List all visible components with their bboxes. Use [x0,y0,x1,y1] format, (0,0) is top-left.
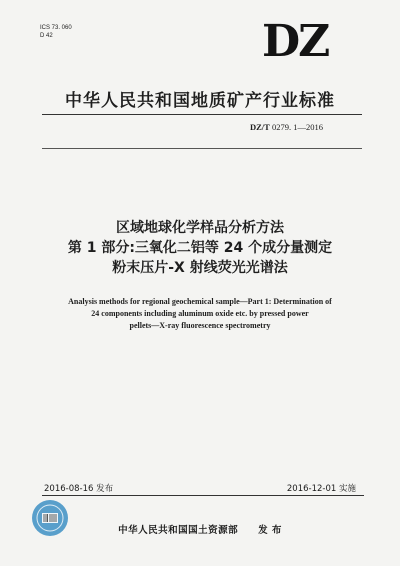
effective-date: 2016-12-01 实施 [286,484,356,494]
footer-rule [42,495,364,496]
code-number: 0279. 1—2016 [269,122,323,132]
issue-date: 2016-08-16 发布 [44,484,114,494]
code-rule [42,148,362,149]
english-title [30,296,370,332]
title-line-2: 第 1 部分:三氧化二铝等 24 个成分量测定 [67,240,333,256]
publisher-name: 中华人民共和国国土资源部 [118,525,239,536]
classification-codes [40,24,72,40]
title-line-1: 区域地球化学样品分析方法 [116,220,284,236]
ics-code: ICS 73. 060 [40,25,72,31]
ccs-code: D 42 [40,33,53,39]
publish-label: 发 布 [258,525,282,536]
english-title-line-3: pellets—X-ray fluorescence spectrometry [129,321,271,330]
publisher [0,522,400,536]
header-rule [42,114,362,115]
english-title-line-2: 24 components including aluminum oxide etc. by pressed power [91,309,309,318]
dz-logo: DZ [262,16,329,67]
standard-code [250,122,323,132]
english-title-line-1: Analysis methods for regional geochemical sample—Part 1: Determination of [68,297,332,306]
code-prefix: DZ/T [250,122,270,132]
title-line-3: 粉末压片-X 射线荧光光谱法 [112,260,288,276]
standard-type-title: 中华人民共和国地质矿产行业标准 [65,91,335,111]
